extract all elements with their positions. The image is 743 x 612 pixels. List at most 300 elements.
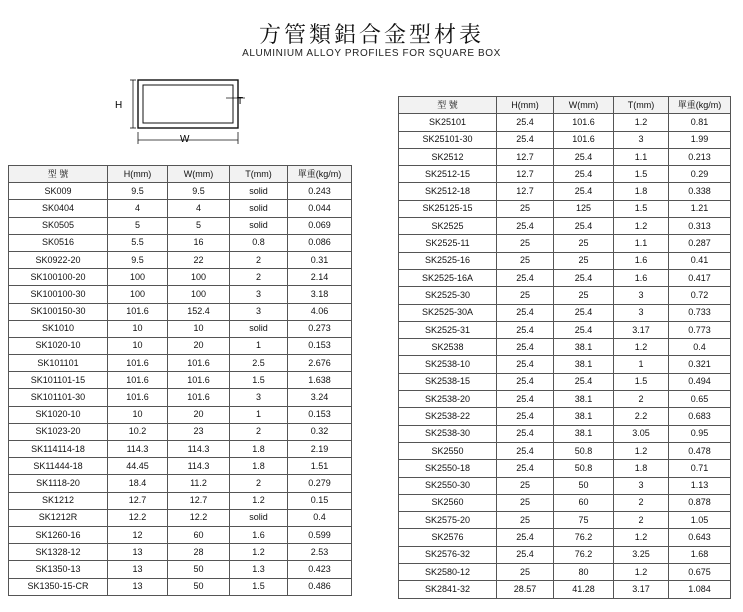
column-header-thickness: T(mm) bbox=[230, 166, 288, 183]
cell-unit-weight: 0.069 bbox=[288, 217, 352, 234]
cell-thickness: 3.17 bbox=[614, 581, 669, 598]
table-row bbox=[9, 578, 352, 595]
table-header-row bbox=[9, 166, 352, 183]
cell-thickness: 1.1 bbox=[614, 235, 669, 252]
cell-width: 25 bbox=[554, 287, 614, 304]
cell-height: 25.4 bbox=[497, 356, 554, 373]
cell-model: SK2580-12 bbox=[399, 564, 497, 581]
thickness-label: T bbox=[237, 96, 244, 107]
cell-model: SK101101-30 bbox=[9, 389, 108, 406]
cell-thickness: 2 bbox=[230, 475, 288, 492]
cell-height: 101.6 bbox=[108, 303, 168, 320]
cell-thickness: 2.5 bbox=[230, 355, 288, 372]
table-row bbox=[399, 460, 731, 477]
column-header-unit-weight: 單重(kg/m) bbox=[669, 97, 731, 114]
cell-width: 12.2 bbox=[168, 509, 230, 526]
cell-thickness: 1.1 bbox=[614, 148, 669, 165]
cell-width: 20 bbox=[168, 406, 230, 423]
cell-width: 50.8 bbox=[554, 460, 614, 477]
cell-width: 23 bbox=[168, 423, 230, 440]
table-row bbox=[9, 372, 352, 389]
table-row bbox=[399, 321, 731, 338]
table-row bbox=[399, 546, 731, 563]
table-row bbox=[399, 581, 731, 598]
table-row bbox=[399, 391, 731, 408]
cell-unit-weight: 3.24 bbox=[288, 389, 352, 406]
cell-thickness: 3.05 bbox=[614, 425, 669, 442]
cell-width: 114.3 bbox=[168, 458, 230, 475]
cell-thickness: 1.8 bbox=[230, 458, 288, 475]
cell-height: 101.6 bbox=[108, 389, 168, 406]
cell-thickness: 1.8 bbox=[614, 460, 669, 477]
cell-height: 12 bbox=[108, 526, 168, 543]
table-row bbox=[9, 337, 352, 354]
cell-unit-weight: 0.423 bbox=[288, 561, 352, 578]
cell-unit-weight: 0.32 bbox=[288, 423, 352, 440]
table-row bbox=[399, 529, 731, 546]
cell-unit-weight: 0.81 bbox=[669, 114, 731, 131]
cell-model: SK2538-22 bbox=[399, 408, 497, 425]
cell-width: 101.6 bbox=[168, 372, 230, 389]
cell-width: 25.4 bbox=[554, 373, 614, 390]
column-header-unit-weight: 單重(kg/m) bbox=[288, 166, 352, 183]
cell-height: 100 bbox=[108, 269, 168, 286]
table-row bbox=[9, 441, 352, 458]
cell-width: 20 bbox=[168, 337, 230, 354]
table-row bbox=[399, 477, 731, 494]
cell-width: 4 bbox=[168, 200, 230, 217]
table-row bbox=[9, 406, 352, 423]
cell-model: SK100100-20 bbox=[9, 269, 108, 286]
cell-model: SK1020-10 bbox=[9, 337, 108, 354]
cell-thickness: solid bbox=[230, 217, 288, 234]
cell-width: 25 bbox=[554, 252, 614, 269]
cell-unit-weight: 0.675 bbox=[669, 564, 731, 581]
cell-thickness: 1.2 bbox=[614, 529, 669, 546]
cell-height: 25.4 bbox=[497, 304, 554, 321]
cell-unit-weight: 0.599 bbox=[288, 526, 352, 543]
table-row bbox=[399, 512, 731, 529]
cell-width: 5 bbox=[168, 217, 230, 234]
cell-width: 100 bbox=[168, 269, 230, 286]
cell-width: 10 bbox=[168, 320, 230, 337]
cell-unit-weight: 0.773 bbox=[669, 321, 731, 338]
cell-unit-weight: 0.044 bbox=[288, 200, 352, 217]
cell-thickness: solid bbox=[230, 509, 288, 526]
cell-width: 50.8 bbox=[554, 442, 614, 459]
cell-model: SK1260-16 bbox=[9, 526, 108, 543]
cell-model: SK2576-32 bbox=[399, 546, 497, 563]
cell-thickness: solid bbox=[230, 183, 288, 200]
cell-thickness: 1.6 bbox=[614, 252, 669, 269]
cell-height: 4 bbox=[108, 200, 168, 217]
cell-unit-weight: 0.29 bbox=[669, 166, 731, 183]
cell-model: SK2550-18 bbox=[399, 460, 497, 477]
cell-width: 101.6 bbox=[168, 355, 230, 372]
cell-thickness: 1.2 bbox=[614, 564, 669, 581]
cell-model: SK0404 bbox=[9, 200, 108, 217]
cell-width: 25.4 bbox=[554, 321, 614, 338]
cell-thickness: 1.2 bbox=[614, 218, 669, 235]
cell-thickness: solid bbox=[230, 320, 288, 337]
cell-thickness: 3 bbox=[614, 304, 669, 321]
cell-unit-weight: 0.878 bbox=[669, 494, 731, 511]
cell-thickness: 0.8 bbox=[230, 234, 288, 251]
cell-width: 25.4 bbox=[554, 304, 614, 321]
cell-height: 25.4 bbox=[497, 218, 554, 235]
cell-model: SK2512-15 bbox=[399, 166, 497, 183]
cell-model: SK2525-30 bbox=[399, 287, 497, 304]
cell-model: SK2525-31 bbox=[399, 321, 497, 338]
cell-thickness: 2 bbox=[614, 512, 669, 529]
cell-model: SK101101-15 bbox=[9, 372, 108, 389]
table-row bbox=[399, 373, 731, 390]
table-row bbox=[399, 408, 731, 425]
cell-height: 25 bbox=[497, 564, 554, 581]
cell-height: 25.4 bbox=[497, 529, 554, 546]
cell-model: SK2525-16A bbox=[399, 269, 497, 286]
cell-width: 60 bbox=[168, 526, 230, 543]
cell-width: 114.3 bbox=[168, 441, 230, 458]
cell-height: 12.7 bbox=[497, 166, 554, 183]
cell-thickness: 1.2 bbox=[230, 544, 288, 561]
table-row bbox=[9, 217, 352, 234]
width-label: W bbox=[180, 134, 190, 145]
cell-width: 38.1 bbox=[554, 408, 614, 425]
table-row bbox=[399, 200, 731, 217]
cell-thickness: 3 bbox=[230, 303, 288, 320]
cell-unit-weight: 0.478 bbox=[669, 442, 731, 459]
table-row bbox=[9, 251, 352, 268]
table-row bbox=[399, 356, 731, 373]
cell-unit-weight: 1.084 bbox=[669, 581, 731, 598]
table-row bbox=[399, 494, 731, 511]
table-row bbox=[9, 561, 352, 578]
cell-unit-weight: 0.31 bbox=[288, 251, 352, 268]
cell-width: 38.1 bbox=[554, 391, 614, 408]
cell-model: SK2538-10 bbox=[399, 356, 497, 373]
cell-thickness: 3 bbox=[614, 287, 669, 304]
column-header-model: 型 號 bbox=[9, 166, 108, 183]
cell-thickness: 1 bbox=[614, 356, 669, 373]
cell-height: 18.4 bbox=[108, 475, 168, 492]
cell-width: 152.4 bbox=[168, 303, 230, 320]
cell-model: SK100150-30 bbox=[9, 303, 108, 320]
cell-model: SK0505 bbox=[9, 217, 108, 234]
cell-thickness: 3 bbox=[230, 286, 288, 303]
cell-width: 38.1 bbox=[554, 356, 614, 373]
cell-thickness: 1.2 bbox=[614, 114, 669, 131]
cell-model: SK1118-20 bbox=[9, 475, 108, 492]
cell-model: SK1212 bbox=[9, 492, 108, 509]
cell-thickness: 1.2 bbox=[614, 339, 669, 356]
cell-height: 13 bbox=[108, 561, 168, 578]
cell-width: 28 bbox=[168, 544, 230, 561]
table-row bbox=[9, 355, 352, 372]
cell-thickness: 1.8 bbox=[230, 441, 288, 458]
cell-width: 16 bbox=[168, 234, 230, 251]
cell-unit-weight: 0.71 bbox=[669, 460, 731, 477]
cell-model: SK0516 bbox=[9, 234, 108, 251]
table-row bbox=[9, 269, 352, 286]
cell-model: SK2538-30 bbox=[399, 425, 497, 442]
cell-thickness: 1.2 bbox=[230, 492, 288, 509]
column-header-model: 型 號 bbox=[399, 97, 497, 114]
cell-height: 25.4 bbox=[497, 442, 554, 459]
cell-height: 25.4 bbox=[497, 339, 554, 356]
cell-height: 100 bbox=[108, 286, 168, 303]
cell-model: SK25101-30 bbox=[399, 131, 497, 148]
cell-width: 25.4 bbox=[554, 183, 614, 200]
cell-thickness: 1.2 bbox=[614, 442, 669, 459]
cell-model: SK2525 bbox=[399, 218, 497, 235]
cell-width: 22 bbox=[168, 251, 230, 268]
cell-width: 25.4 bbox=[554, 269, 614, 286]
profile-inner bbox=[143, 85, 233, 123]
cell-height: 10 bbox=[108, 337, 168, 354]
cell-model: SK1212R bbox=[9, 509, 108, 526]
cell-unit-weight: 0.279 bbox=[288, 475, 352, 492]
cell-unit-weight: 1.99 bbox=[669, 131, 731, 148]
cell-unit-weight: 0.321 bbox=[669, 356, 731, 373]
cell-height: 25.4 bbox=[497, 321, 554, 338]
cell-height: 25.4 bbox=[497, 546, 554, 563]
column-header-width: W(mm) bbox=[554, 97, 614, 114]
cell-unit-weight: 1.51 bbox=[288, 458, 352, 475]
cell-unit-weight: 0.287 bbox=[669, 235, 731, 252]
cell-thickness: 2 bbox=[614, 391, 669, 408]
cell-thickness: 3.17 bbox=[614, 321, 669, 338]
cell-unit-weight: 2.53 bbox=[288, 544, 352, 561]
cell-unit-weight: 3.18 bbox=[288, 286, 352, 303]
cell-unit-weight: 0.95 bbox=[669, 425, 731, 442]
cell-height: 25 bbox=[497, 477, 554, 494]
cell-model: SK2575-20 bbox=[399, 512, 497, 529]
cell-thickness: 1.3 bbox=[230, 561, 288, 578]
cell-unit-weight: 0.733 bbox=[669, 304, 731, 321]
cell-height: 9.5 bbox=[108, 183, 168, 200]
cell-height: 114.3 bbox=[108, 441, 168, 458]
table-row bbox=[399, 183, 731, 200]
cell-model: SK1328-12 bbox=[9, 544, 108, 561]
cell-height: 25 bbox=[497, 252, 554, 269]
cell-unit-weight: 2.14 bbox=[288, 269, 352, 286]
cell-model: SK0922-20 bbox=[9, 251, 108, 268]
cell-model: SK009 bbox=[9, 183, 108, 200]
cell-model: SK2538-15 bbox=[399, 373, 497, 390]
table-row bbox=[9, 389, 352, 406]
cell-model: SK2525-11 bbox=[399, 235, 497, 252]
cell-height: 12.2 bbox=[108, 509, 168, 526]
cell-width: 41.28 bbox=[554, 581, 614, 598]
cell-model: SK2560 bbox=[399, 494, 497, 511]
cell-thickness: 1.5 bbox=[614, 373, 669, 390]
table-row bbox=[399, 114, 731, 131]
cell-width: 76.2 bbox=[554, 529, 614, 546]
cell-width: 101.6 bbox=[554, 114, 614, 131]
cell-height: 12.7 bbox=[497, 183, 554, 200]
cell-unit-weight: 0.15 bbox=[288, 492, 352, 509]
table-row bbox=[399, 564, 731, 581]
table-row bbox=[399, 304, 731, 321]
table-row bbox=[9, 526, 352, 543]
table-row bbox=[9, 475, 352, 492]
profile-diagram bbox=[100, 72, 260, 152]
cell-unit-weight: 1.638 bbox=[288, 372, 352, 389]
cell-height: 12.7 bbox=[108, 492, 168, 509]
profiles-table-left bbox=[8, 165, 352, 596]
cell-thickness: 1.5 bbox=[614, 166, 669, 183]
cell-unit-weight: 0.4 bbox=[669, 339, 731, 356]
cell-model: SK1350-15-CR bbox=[9, 578, 108, 595]
cell-height: 10 bbox=[108, 406, 168, 423]
cell-height: 44.45 bbox=[108, 458, 168, 475]
cell-unit-weight: 0.41 bbox=[669, 252, 731, 269]
cell-height: 101.6 bbox=[108, 355, 168, 372]
cell-unit-weight: 2.676 bbox=[288, 355, 352, 372]
cell-width: 76.2 bbox=[554, 546, 614, 563]
table-row bbox=[9, 423, 352, 440]
cell-model: SK11444-18 bbox=[9, 458, 108, 475]
page-subtitle: ALUMINIUM ALLOY PROFILES FOR SQUARE BOX bbox=[242, 48, 501, 59]
cell-model: SK2550 bbox=[399, 442, 497, 459]
cell-unit-weight: 0.494 bbox=[669, 373, 731, 390]
cell-thickness: 1.8 bbox=[614, 183, 669, 200]
cell-unit-weight: 0.213 bbox=[669, 148, 731, 165]
cell-model: SK101101 bbox=[9, 355, 108, 372]
cell-model: SK2576 bbox=[399, 529, 497, 546]
height-label: H bbox=[115, 100, 123, 111]
cell-width: 50 bbox=[554, 477, 614, 494]
cell-unit-weight: 1.68 bbox=[669, 546, 731, 563]
cell-width: 25.4 bbox=[554, 166, 614, 183]
cell-height: 25 bbox=[497, 235, 554, 252]
table-header-row bbox=[399, 97, 731, 114]
column-header-width: W(mm) bbox=[168, 166, 230, 183]
cell-height: 10.2 bbox=[108, 423, 168, 440]
cell-width: 38.1 bbox=[554, 339, 614, 356]
cell-height: 25.4 bbox=[497, 391, 554, 408]
cell-model: SK114114-18 bbox=[9, 441, 108, 458]
cell-thickness: 2 bbox=[230, 423, 288, 440]
cell-height: 25.4 bbox=[497, 425, 554, 442]
cell-height: 25.4 bbox=[497, 460, 554, 477]
cell-height: 25 bbox=[497, 200, 554, 217]
column-header-height: H(mm) bbox=[497, 97, 554, 114]
cell-thickness: 1 bbox=[230, 406, 288, 423]
cell-unit-weight: 0.153 bbox=[288, 406, 352, 423]
cell-unit-weight: 0.72 bbox=[669, 287, 731, 304]
cell-model: SK2525-16 bbox=[399, 252, 497, 269]
cell-height: 101.6 bbox=[108, 372, 168, 389]
cell-width: 80 bbox=[554, 564, 614, 581]
cell-unit-weight: 0.417 bbox=[669, 269, 731, 286]
cell-width: 25 bbox=[554, 235, 614, 252]
column-header-thickness: T(mm) bbox=[614, 97, 669, 114]
cell-unit-weight: 0.313 bbox=[669, 218, 731, 235]
cell-width: 50 bbox=[168, 578, 230, 595]
cell-model: SK1350-13 bbox=[9, 561, 108, 578]
table-row bbox=[399, 425, 731, 442]
cell-thickness: 2 bbox=[230, 269, 288, 286]
cell-width: 50 bbox=[168, 561, 230, 578]
cell-unit-weight: 0.4 bbox=[288, 509, 352, 526]
cell-model: SK1023-20 bbox=[9, 423, 108, 440]
cell-unit-weight: 0.65 bbox=[669, 391, 731, 408]
table-row bbox=[9, 544, 352, 561]
cell-unit-weight: 4.06 bbox=[288, 303, 352, 320]
table-row bbox=[9, 183, 352, 200]
cell-unit-weight: 1.05 bbox=[669, 512, 731, 529]
cell-thickness: 1.5 bbox=[230, 372, 288, 389]
table-row bbox=[9, 458, 352, 475]
cell-thickness: 2 bbox=[614, 494, 669, 511]
cell-thickness: 1 bbox=[230, 337, 288, 354]
cell-model: SK2841-32 bbox=[399, 581, 497, 598]
cell-unit-weight: 2.19 bbox=[288, 441, 352, 458]
cell-height: 10 bbox=[108, 320, 168, 337]
cell-thickness: solid bbox=[230, 200, 288, 217]
cell-unit-weight: 0.273 bbox=[288, 320, 352, 337]
cell-unit-weight: 0.153 bbox=[288, 337, 352, 354]
cell-thickness: 1.6 bbox=[614, 269, 669, 286]
cell-model: SK2525-30A bbox=[399, 304, 497, 321]
cell-model: SK25125-15 bbox=[399, 200, 497, 217]
cell-width: 100 bbox=[168, 286, 230, 303]
column-header-height: H(mm) bbox=[108, 166, 168, 183]
cell-height: 25.4 bbox=[497, 131, 554, 148]
cell-unit-weight: 0.643 bbox=[669, 529, 731, 546]
table-row bbox=[399, 442, 731, 459]
cell-height: 28.57 bbox=[497, 581, 554, 598]
cell-unit-weight: 0.338 bbox=[669, 183, 731, 200]
page-title: 方管類鋁合金型材表 bbox=[258, 23, 484, 48]
cell-unit-weight: 0.243 bbox=[288, 183, 352, 200]
cell-height: 25 bbox=[497, 287, 554, 304]
cell-height: 25.4 bbox=[497, 373, 554, 390]
cell-width: 75 bbox=[554, 512, 614, 529]
cell-model: SK2512-18 bbox=[399, 183, 497, 200]
table-row bbox=[9, 492, 352, 509]
table-row bbox=[9, 303, 352, 320]
cell-thickness: 1.5 bbox=[230, 578, 288, 595]
cell-height: 25.4 bbox=[497, 269, 554, 286]
cell-model: SK1020-10 bbox=[9, 406, 108, 423]
cell-thickness: 2 bbox=[230, 251, 288, 268]
table-row bbox=[399, 269, 731, 286]
profiles-table-right bbox=[398, 96, 731, 599]
cell-height: 25.4 bbox=[497, 114, 554, 131]
profile-outer bbox=[138, 80, 238, 128]
cell-thickness: 3 bbox=[614, 477, 669, 494]
cell-width: 101.6 bbox=[168, 389, 230, 406]
cell-model: SK1010 bbox=[9, 320, 108, 337]
cell-height: 12.7 bbox=[497, 148, 554, 165]
cell-unit-weight: 1.13 bbox=[669, 477, 731, 494]
cell-model: SK25101 bbox=[399, 114, 497, 131]
table-row bbox=[9, 200, 352, 217]
table-row bbox=[399, 287, 731, 304]
cell-height: 9.5 bbox=[108, 251, 168, 268]
table-row bbox=[9, 234, 352, 251]
table-row bbox=[399, 148, 731, 165]
cell-unit-weight: 1.21 bbox=[669, 200, 731, 217]
cell-thickness: 1.6 bbox=[230, 526, 288, 543]
table-row bbox=[399, 218, 731, 235]
cell-model: SK2550-30 bbox=[399, 477, 497, 494]
cell-thickness: 3.25 bbox=[614, 546, 669, 563]
cell-width: 101.6 bbox=[554, 131, 614, 148]
